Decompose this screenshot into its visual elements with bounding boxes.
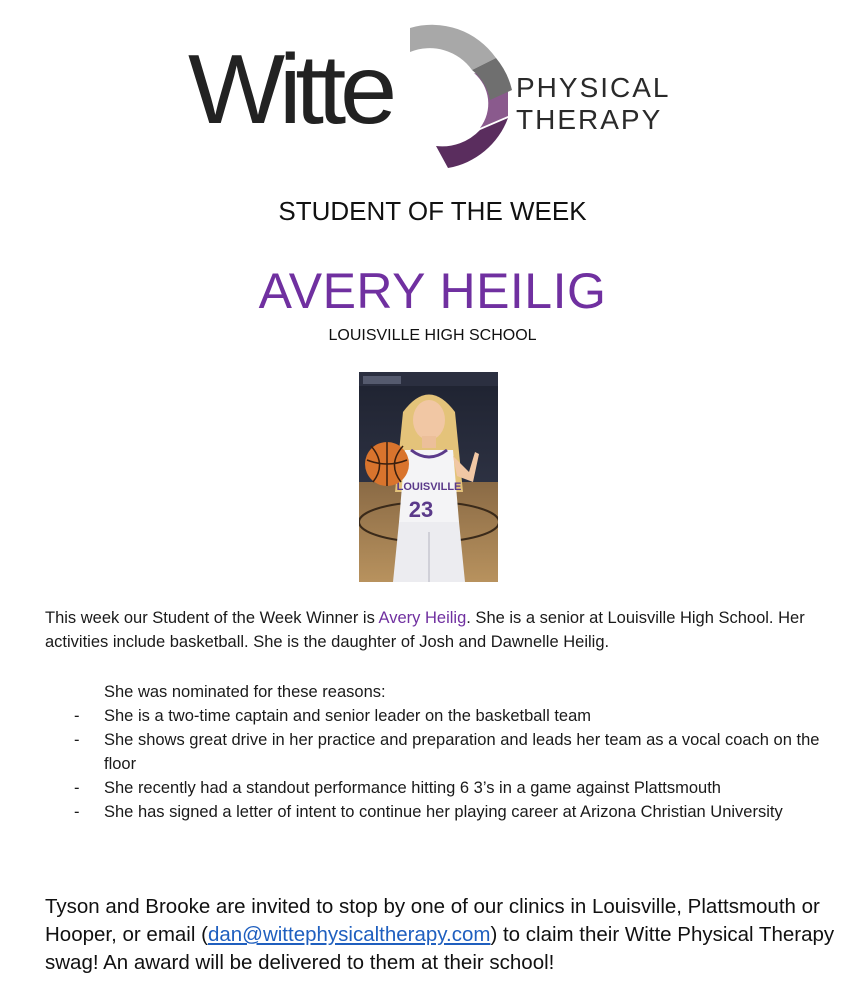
logo-line-therapy: THERAPY <box>516 104 663 136</box>
reasons-title: She was nominated for these reasons: <box>104 683 386 701</box>
logo-line-physical: PHYSICAL <box>516 72 671 103</box>
intro-paragraph <box>45 606 825 654</box>
student-school: LOUISVILLE HIGH SCHOOL <box>328 327 537 344</box>
student-photo <box>359 372 498 582</box>
reason-text: She is a two-time captain and senior leader on the basketball team <box>104 707 592 725</box>
list-item <box>74 776 824 800</box>
reason-text: She recently had a standout performance hitting 6 3’s in a game against Plattsmouth <box>104 779 721 797</box>
email-link[interactable]: dan@wittephysicaltherapy.com <box>207 923 491 946</box>
closing-paragraph <box>45 893 835 977</box>
intro-text-start: This week our Student of the Week Winner is <box>45 609 379 627</box>
bullet-dash: - <box>74 779 80 797</box>
closing-text-end: ) to claim their Witte Physical Therapy swag! An award will be delivered to them at their school! <box>45 923 835 974</box>
logo-subtitle <box>516 72 671 136</box>
jersey-text: LOUISVILLE <box>396 481 462 493</box>
jersey-number: 23 <box>408 497 434 522</box>
bullet-dash: - <box>74 707 80 725</box>
list-item <box>74 704 824 728</box>
witte-logo <box>188 18 688 178</box>
bullet-dash: - <box>74 803 80 821</box>
reason-text: She shows great drive in her practice and preparation and leads her team as a vocal coach on the floor <box>104 731 820 773</box>
closing-text-start: Tyson and Brooke are invited to stop by one of our clinics in Louisville, Plattsmouth or Hooper, or email ( <box>45 895 820 946</box>
list-item <box>74 800 824 824</box>
list-item <box>74 728 824 776</box>
page-heading: STUDENT OF THE WEEK <box>278 196 587 226</box>
bullet-dash: - <box>74 731 80 749</box>
nomination-reasons <box>74 680 824 824</box>
logo-wordmark: Witte <box>188 34 391 144</box>
logo-arc-icon <box>408 18 518 178</box>
reason-text: She has signed a letter of intent to continue her playing career at Arizona Christian University <box>104 803 783 821</box>
intro-student-name: Avery Heilig <box>378 609 467 627</box>
reasons-list <box>74 704 824 824</box>
intro-text-end: . She is a senior at Louisville High School. Her activities include basketball. She is the daughter of Josh and Dawnelle Heilig. <box>45 609 805 651</box>
student-name: AVERY HEILIG <box>258 263 607 319</box>
